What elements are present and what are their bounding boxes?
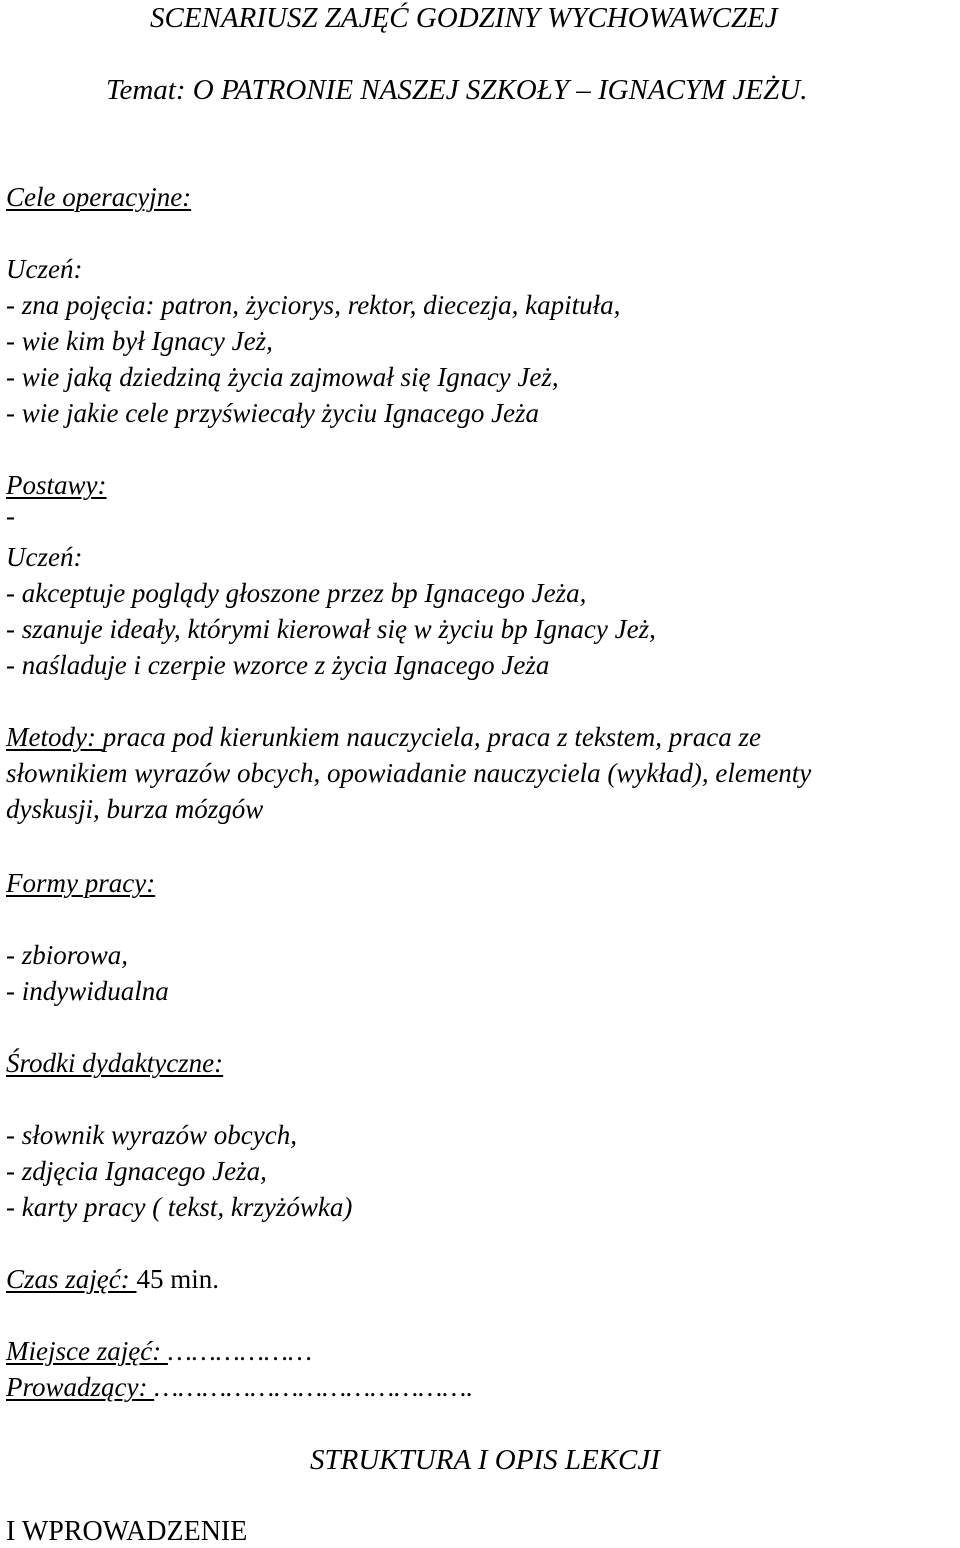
time-value: 45 min. [136,1264,220,1294]
goal-item: - zna pojęcia: patron, życiorys, rektor, diecezja, kapituła, [6,290,621,320]
form-item: - indywidualna [6,976,169,1006]
section-heading: I WPROWADZENIE [6,1516,248,1547]
lesson-topic: Temat: O PATRONIE NASZEJ SZKOŁY – IGNACYM JEŻU. [106,74,808,106]
structure-heading: STRUKTURA I OPIS LEKCJI [310,1444,660,1476]
teacher-value: …………………………………. [154,1372,474,1402]
forms-heading: Formy pracy: [6,868,156,898]
methods-heading: Metody: [6,722,103,752]
goal-item: - wie kim był Ignacy Jeż, [6,326,273,356]
material-item: - karty pracy ( tekst, krzyżówka) [6,1192,353,1222]
methods-line: dyskusji, burza mózgów [6,794,264,824]
time-label: Czas zajęć: [6,1264,137,1294]
material-item: - zdjęcia Ignacego Jeża, [6,1156,267,1186]
place-line [6,1334,312,1368]
goal-item: - wie jaką dziedziną życia zajmował się Ignacy Jeż, [6,362,559,392]
goals-heading: Cele operacyjne: [6,182,192,212]
place-label: Miejsce zajęć: [6,1336,168,1366]
attitude-item: - naśladuje i czerpie wzorce z życia Ignacego Jeża [6,650,550,680]
teacher-line [6,1370,473,1404]
methods-line: słownikiem wyrazów obcych, opowiadanie nauczyciela (wykład), elementy [6,758,812,788]
attitude-item: - szanuje ideały, którymi kierował się w życiu bp Ignacy Jeż, [6,614,656,644]
teacher-label: Prowadzący: [6,1372,155,1402]
material-item: - słownik wyrazów obcych, [6,1120,297,1150]
form-item: - zbiorowa, [6,940,129,970]
goal-item: - wie jakie cele przyświecały życiu Ignacego Jeża [6,398,540,428]
attitude-item: - akceptuje poglądy głoszone przez bp Ignacego Jeża, [6,578,587,608]
place-value: ……………… [167,1336,312,1366]
time-line [6,1262,219,1296]
attitudes-dash: - [6,501,15,531]
materials-heading: Środki dydaktyczne: [6,1048,224,1078]
methods-line [6,720,761,754]
goals-student-label: Uczeń: [6,254,83,284]
attitudes-heading: Postawy: [6,470,107,500]
methods-text: praca pod kierunkiem nauczyciela, praca z tekstem, praca ze [102,722,762,752]
page-title: SCENARIUSZ ZAJĘĆ GODZINY WYCHOWAWCZEJ [150,2,778,34]
attitudes-student-label: Uczeń: [6,542,83,572]
